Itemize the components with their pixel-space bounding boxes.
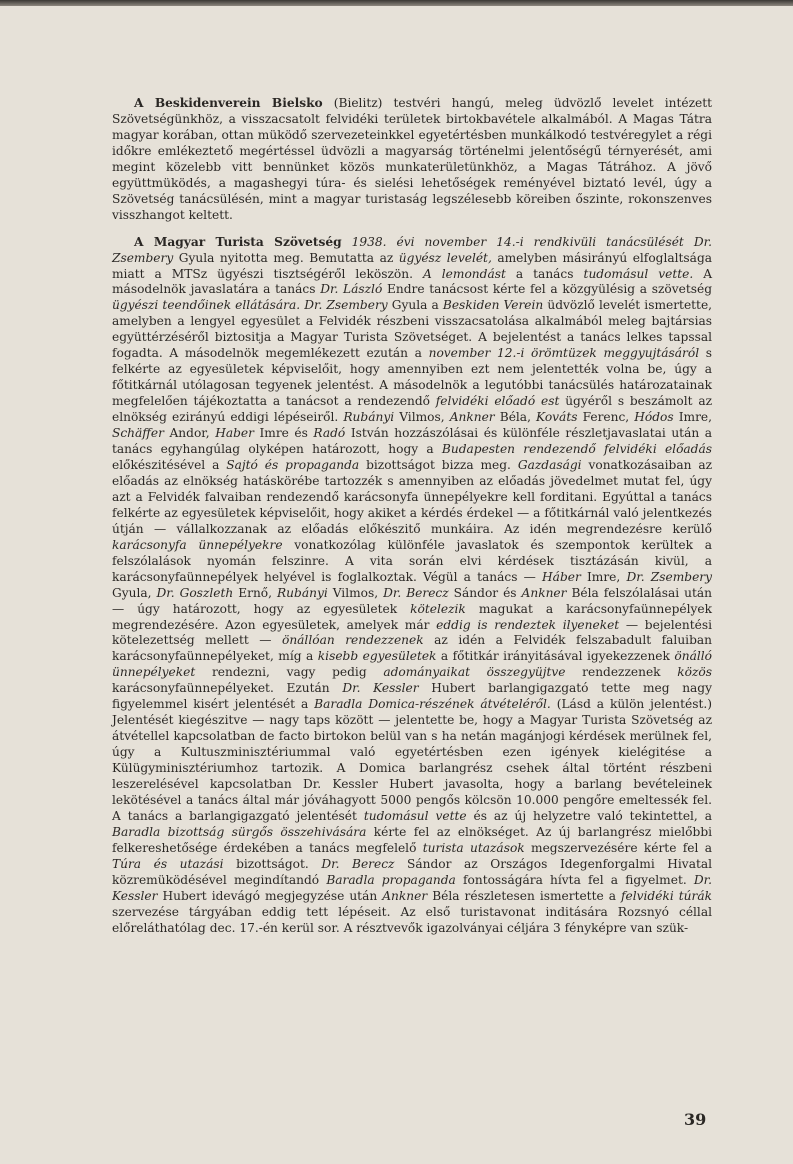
text-run: bizottságot bizza meg.	[366, 457, 511, 472]
text-run: kötelezik	[410, 601, 466, 616]
text-run: ügyészi teendőinek ellátására. Dr. Zsembery	[112, 298, 388, 313]
text-run: Andor,	[169, 426, 210, 441]
text-run: Baradla bizottság sürgős összehivására	[112, 824, 367, 839]
text-run: Sajtó és propaganda	[226, 457, 360, 472]
paragraph-beskidenverein	[112, 96, 712, 224]
text-run: Ankner	[521, 585, 567, 600]
text-run: előkészitésével a	[112, 457, 220, 472]
text-run: (Lásd a külön jelentést.) Jelentését kiegészitve — nagy taps között — jelentette be, hogy a Magyar Turista Szövetség az átvétellel kapcsolatban de facto birtokon belül van s ha netán magánjogi kérdések merülnek fel, úgy a Kultuszminisztériummal való egyetértésben ezen igények kielégitése a Külügyminisztériumhoz tartozik. A Domica barlangrész csehek által történt részbeni leszerelésével kapcsolatban Dr. Kessler Hubert javasolta, hogy a barlang bevételeinek lekötésével a tanács által már jóváhagyott 5000 pengős kölcsön 10.000 pengőre emeltessék fel. A tanács a barlangigazgató jelentését	[112, 697, 713, 823]
text-run: István hozzászólásai és különféle részletjavaslatai után a tanács egyhangúlag olyképen határozott, hogy a	[112, 426, 712, 457]
text-run: Gyula nyitotta meg. Bemutatta az	[178, 250, 394, 265]
text-run: Schäffer	[112, 426, 164, 441]
text-run: karácsonyfa ünnepélyekre	[112, 537, 283, 552]
text-run: Rubányi	[343, 410, 395, 425]
text-run: Budapesten rendezendő felvidéki előadás	[441, 442, 712, 457]
text-run: Haber	[215, 426, 254, 441]
text-run: az idén a Felvidék felszabadult faluiban karácsonyfaünnepélyeket, míg a	[112, 633, 712, 664]
text-run: Gyula,	[112, 585, 152, 600]
text-run: és az új helyzetre való tekintettel, a	[473, 808, 712, 823]
text-run: Ankner	[382, 888, 428, 903]
text-run: magukat a karácsonyfaünnepélyek megrendezésére. Azon egyesületek, amelyek már	[112, 601, 712, 632]
text-run: november 12.-i örömtüzek meggyujtásáról	[428, 346, 700, 361]
text-run: Ernő,	[238, 585, 273, 600]
text-run: bizottságot.	[236, 856, 309, 871]
text-run: önállóan rendezzenek	[281, 633, 424, 648]
text-run: kisebb egyesületek	[317, 649, 437, 664]
text-run: Hódos	[634, 410, 674, 425]
text-run: turista utazások	[422, 840, 525, 855]
text-run: Dr. Berecz	[321, 856, 395, 871]
lead-phrase: A Beskidenverein Bielsko	[134, 96, 323, 110]
text-run: tudomásul vette	[363, 808, 467, 823]
text-run: Ankner	[449, 410, 495, 425]
text-run: vonatkozólag különféle javaslatok és szempontok kerültek a felszólalások nyomán felszinre. A vita során elvi kérdések tisztázásán kivül, a karácsonyfaünnepélyek helyével is foglalkoztak. Végül a tanács —	[112, 537, 712, 584]
text-run: Vilmos,	[332, 585, 379, 600]
text-run: eddig is rendeztek ilyeneket	[436, 617, 620, 632]
text-run: Sándor és	[453, 585, 517, 600]
text-run: felvidéki előadó est	[435, 394, 560, 409]
text-run: A másodelnök javaslatára a tanács	[112, 266, 713, 297]
text-run: a tanács	[515, 266, 574, 281]
text-run: 1938. évi november 14.-i rendkivüli tanácsülését	[351, 234, 684, 249]
text-run: kérte fel az elnökséget. Az új barlangrész mielőbbi felkereshetősége érdekében a tanács megfelelő	[112, 824, 713, 855]
text-run: Rubányi	[277, 585, 328, 600]
text-run: Béla felszólalásai után — úgy határozott, hogy az egyesületek	[112, 585, 713, 616]
text-run: Radó	[313, 426, 346, 441]
text-run: tudomásul vette.	[583, 266, 694, 281]
text-run: ügyész levelét,	[398, 250, 492, 265]
text-run: Dr. Berecz	[383, 585, 449, 600]
text-run: Dr. Kessler	[342, 681, 419, 696]
text-run: Vilmos,	[399, 410, 445, 425]
text-run: Dr. Goszleth	[156, 585, 234, 600]
text-run: megszervezésére kérte fel a	[531, 840, 712, 855]
text-run: A lemondást	[422, 266, 506, 281]
text-run: vonatkozásaiban az előadás az elnökség hatáskörébe tartozzék s amennyiben az előadás jövedelmet mutat fel, úgy azt a Felvidék falvaiban rendezendő karácsonyfa ünnepélyekre kell forditani. Egyúttal a tanács felkérte az egyesületek képviselőit, hogy akiket a kérdés érdekel — a főtitkárnál való jelentkezés útján — vállalkozzanak az előadás előkészitő munkáira. Az idén megrendezésre kerülő	[112, 457, 713, 536]
text-run: Béla,	[499, 410, 531, 425]
text-run: Túra és utazási	[112, 856, 224, 871]
text-run: — bejelentési kötelezettség mellett —	[112, 617, 713, 648]
text-run: szervezése tárgyában eddig tett lépéseit. Az első turistavonat inditására Rozsnyó céllal előreláthatólag dec. 17.-én kerül sor. A résztvevők igazolványai céljára 3 fényképre van szük-	[112, 904, 712, 935]
text-run: karácsonyfaünnepélyeket. Ezután	[112, 681, 330, 696]
text-run: adományaikat összegyüjtve	[383, 665, 566, 680]
text-run: Imre,	[678, 410, 713, 425]
text-run: ügyéről s beszámolt az elnökség ezirányú eddigi lépéseiről.	[112, 394, 713, 425]
text-run: Imre,	[586, 569, 621, 584]
text-run: Dr. Zsembery	[626, 569, 713, 584]
text-run: rendezni, vagy pedig	[211, 665, 367, 680]
text-run: üdvözlő levelét ismertette, amelyben a lengyel egyesület a Felvidék részbeni visszacsatolása alkalmából meleg bajtársias együttérzéséről biztositja a Magyar Turista Szövetséget. A bejelentést a tanács lelkes tapssal fogadta. A másodelnök megemlékezett ezután a	[112, 298, 713, 361]
page-number: 39	[684, 1110, 707, 1129]
paragraph-text: (Bielitz) testvéri hangú, meleg üdvözlő levelet intézett Szövetségünkhöz, a visszacsatolt felvidéki területek birtokbavétele alkalmából. A Magas Tátra magyar korában, ottan müködő szervezeteinkkel egyetértésben munkálkodó testvéregylet a régi időkre emlékeztető megértéssel üdvözli a magyarság történelmi jelentőségű térnyerését, ami megint közelebb vitt bennünket közös munkaterületünkhöz, a Magas Tátrához. A jövő együttmüködés, a magashegyi túra- és sielési lehetőségek reményével biztató levél, úgy a Szövetség tanácsülésén, mint a magyar turistaság legszélesebb köreiben őszinte, rokonszenves visszhangot keltett.	[112, 96, 712, 222]
text-run: Dr. Kessler	[112, 872, 713, 903]
text-run: Ferenc,	[582, 410, 630, 425]
text-run: amelyben másirányú elfoglaltsága miatt a MTSz ügyészi tisztségéről leköszön.	[112, 250, 713, 281]
text-run: Imre és	[259, 426, 308, 441]
text-run: Gazdasági	[517, 457, 582, 472]
text-run: felvidéki túrák	[621, 888, 712, 903]
text-run: Béla részletesen ismertette a	[432, 888, 616, 903]
text-run: Dr. László	[320, 282, 383, 297]
text-run: a főtitkár irányitásával igyekezzenek	[440, 649, 670, 664]
text-run: rendezzenek	[582, 665, 661, 680]
text-run: fontosságára hívta fel a figyelmet.	[463, 872, 687, 887]
paragraph-council-meeting	[112, 235, 712, 937]
text-run: önálló ünnepélyeket	[112, 649, 712, 680]
text-run: Beskiden Verein	[442, 298, 544, 313]
text-run: Baradla propaganda	[326, 872, 456, 887]
text-run: Sándor az Országos Idegenforgalmi Hivatal közremüködésével megindítandó	[112, 856, 713, 887]
article-body	[112, 96, 712, 948]
text-run: Dr. Zsembery	[112, 234, 712, 265]
text-run: Baradla Domica-részének átvételéről.	[314, 697, 551, 712]
lead-phrase: A Magyar Turista Szövetség	[134, 234, 342, 249]
text-run: s felkérte az egyesületek képviselőit, hogy amennyiben ezt nem jelentették volna be, úgy a főtitkárnál utólagosan tegyenek jelentést. A másodelnök a legutóbbi tanácsülés határozatainak megfelelően tájékoztatta a tanácsot a rendezendő	[112, 346, 713, 409]
text-run: Endre tanácsost kérte fel a közgyülésig a szövetség	[387, 282, 713, 297]
text-run: közös	[677, 665, 712, 680]
text-run: Hubert barlangigazgató tette meg nagy figyelemmel kisért jelentését a	[112, 681, 712, 712]
text-run: Háber	[542, 569, 581, 584]
text-run: Gyula a	[391, 298, 439, 313]
text-run: Kováts	[536, 410, 578, 425]
text-run: Hubert idevágó megjegyzése után	[162, 888, 378, 903]
